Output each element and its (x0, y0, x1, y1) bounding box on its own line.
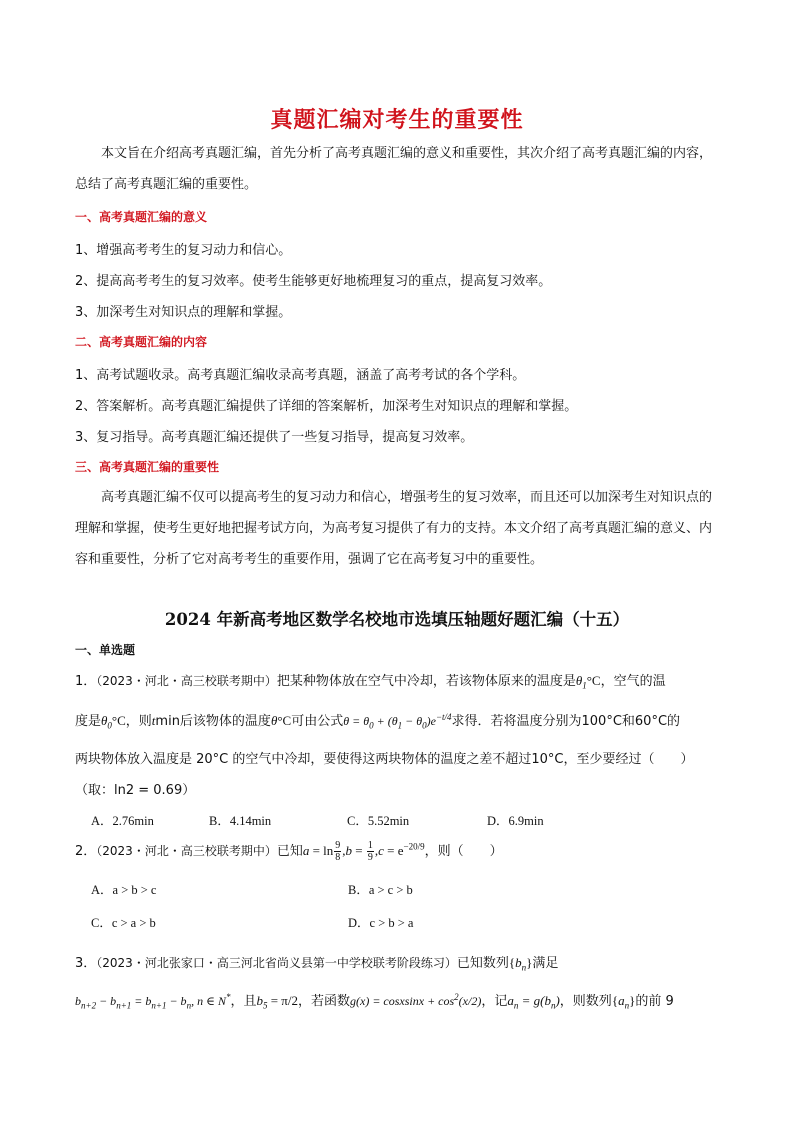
question-text: 满足 (532, 956, 559, 971)
question-2-line-1: 2．（2023・河北・高三校联考期中）已知a = ln $\frac{9}{8}$ ,b = $\frac{1}{9}$ $,c = e^{-20/9}$，则（ ） (75, 840, 503, 863)
section3-body: 高考真题汇编不仅可以提高考生的复习动力和信心，增强考生的复习效率，而且还可以加深考生对知识点的理解和掌握，使考生更好地把握考试方向，为高考复习提供了有力的支持。本文介绍了高考真题汇编的意义、内容和重要性，分析了它对高考考生的重要作用，强调了它在高考复习中的重要性。 (75, 490, 713, 567)
section1-item-1: 1、增强高考考生的复习动力和信心。 (75, 243, 292, 258)
math-theta0: $\theta_0$ (101, 713, 112, 731)
section1-item-2: 2、提高高考考生的复习效率。使考生能够更好地梳理复习的重点，提高复习效率。 (75, 274, 552, 289)
question-text: 把某种物体放在空气中冷却，若该物体原来的温度是 (276, 674, 576, 689)
fraction-9-8: $\frac{9}{8}$ (335, 840, 341, 863)
question-3-line-1: 3．（2023・河北张家口・高三河北省尚义县第一中学校联考阶段练习）已知数列$\{b_n\}$满足 (75, 955, 559, 973)
section2-item-2: 2、答案解析。高考真题汇编提供了详细的答案解析，加深考生对知识点的理解和掌握。 (75, 399, 578, 414)
question-number: 1． (75, 674, 97, 689)
question-number: 2． (75, 844, 97, 859)
question-text: ，记 (481, 994, 508, 1009)
q2-option-a[interactable]: A．a > b > c (91, 883, 157, 897)
question-text: ，空气的温 (600, 674, 666, 689)
question-1-line-1: 1．（2023・河北・高三校联考期中）把某种物体放在空气中冷却，若该物体原来的温度是$\theta_1^\circ C$，空气的温 (75, 673, 666, 691)
question-text: 度是 (75, 714, 102, 729)
q1-option-d[interactable]: D．6.9min (487, 814, 544, 828)
question-text: ，则数列 (559, 994, 612, 1009)
intro-paragraph: 本文旨在介绍高考真题汇编，首先分析了高考真题汇编的意义和重要性，其次介绍了高考真题汇编的内容，总结了高考真题汇编的重要性。 (75, 146, 713, 192)
section2-item-1: 1、高考试题收录。高考真题汇编收录高考真题，涵盖了高考考试的各个学科。 (75, 368, 526, 383)
question-1-line-3: 两块物体放入温度是 20°C 的空气中冷却，要使得这两块物体的温度之差不超过10°C，至少要经过（ ） (75, 752, 694, 767)
question-text: 已知 (276, 844, 303, 859)
question-source: （2023・河北・高三校联考期中） (96, 674, 277, 688)
section1-item-3: 3、加深考生对知识点的理解和掌握。 (75, 305, 292, 320)
question-source: （2023・河北张家口・高三河北省尚义县第一中学校联考阶段练习） (96, 956, 457, 970)
page-title: 真题汇编对考生的重要性 (270, 108, 524, 133)
question-text: min后该物体的温度 (155, 714, 271, 729)
q1-option-a[interactable]: A．2.76min (91, 814, 154, 828)
question-text: 求得．若将温度分别为100°C和60°C的 (451, 714, 681, 729)
section-heading-1: 一、高考真题汇编的意义 (75, 210, 208, 224)
question-text: ，则（ ） (424, 844, 503, 859)
q2-option-c[interactable]: C．c > a > b (91, 916, 156, 930)
question-text: 已知数列 (456, 956, 509, 971)
q2-option-b[interactable]: B．a > c > b (348, 883, 413, 897)
math-recurrence: $b_{n+2} - b_{n+1} = b_{n+1} - b_n$, n ∈ N* (75, 992, 231, 1011)
question-text: 的前 9 (635, 994, 674, 1009)
q1-option-c[interactable]: C．5.52min (347, 814, 410, 828)
question-1-note: （取：ln2 = 0.69） (75, 783, 196, 798)
question-text: ，则 (125, 714, 152, 729)
exam-title: 2024 年新高考地区数学名校地市选填压轴题好题汇编（十五） (164, 610, 630, 629)
fraction-1-9: $\frac{1}{9}$ (367, 840, 373, 863)
math-formula: $\theta = \theta_0 + (\theta_1 - \theta_0)e^{-t/4}$ (343, 712, 452, 731)
q1-option-b[interactable]: B．4.14min (209, 814, 272, 828)
part-heading: 一、单选题 (75, 643, 136, 657)
math-a: a (302, 843, 310, 858)
math-theta1: $\theta_1$ (575, 673, 587, 691)
question-text: ，且 (230, 994, 257, 1009)
question-number: 3． (75, 956, 97, 971)
q2-option-d[interactable]: D．c > b > a (348, 916, 414, 930)
section-heading-3: 三、高考真题汇编的重要性 (75, 460, 220, 474)
question-3-line-2: $b_{n+2} - b_{n+1} = b_{n+1} - b_n$, n ∈ N*，且$b_5 = \pi/2$，若函数g(x) = cosxsinx + $\cos^2(x/2)$，记$a_n = g(b_n)$，则数列$\{a_n\}$的前 9 (75, 992, 674, 1011)
question-text: ，若函数 (297, 994, 350, 1009)
question-text: 可由公式 (291, 714, 344, 729)
question-source: （2023・河北・高三校联考期中） (96, 844, 277, 858)
question-1-line-2: 度是$\theta_0^\circ C$，则tmin后该物体的温度θ°C可由公式$\theta = \theta_0 + (\theta_1 - \theta_0)e^{-t/4}$求得．若将温度分别为100°C和60°C的 (75, 712, 681, 731)
section2-item-3: 3、复习指导。高考真题汇编还提供了一些复习指导，提高复习效率。 (75, 430, 474, 445)
section-heading-2: 二、高考真题汇编的内容 (75, 335, 208, 349)
